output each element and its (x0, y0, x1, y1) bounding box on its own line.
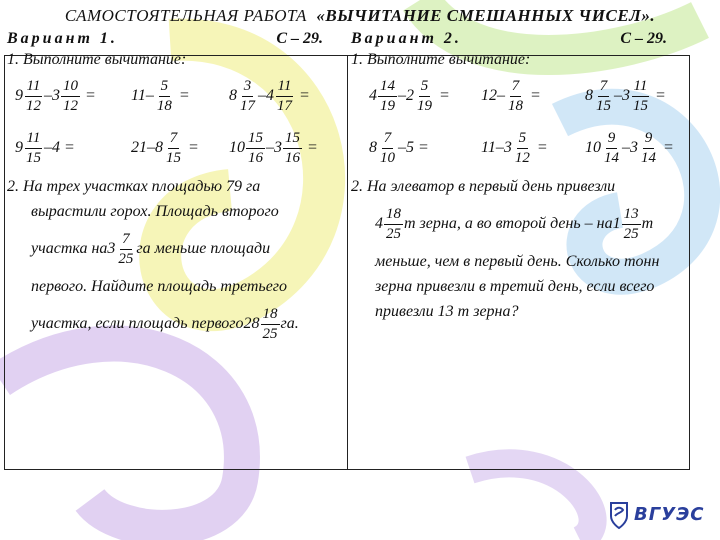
task2-line: привезли 13 т зерна? (375, 302, 519, 320)
fraction: $\frac{5}{18}$ (156, 77, 172, 114)
exercise-expression: 9 $\frac{11}{12}$ – 3 $\frac{10}{12}$ = (15, 77, 96, 114)
variant-2-heading: Вариант 2. (351, 30, 462, 47)
exercise-expression: 21 – 8 $\frac{7}{15}$ = (131, 129, 199, 166)
task2-line: меньше, чем в первый день. Сколько тонн (375, 252, 660, 270)
fraction: $\frac{9}{14}$ (641, 129, 656, 166)
task2-line: первого. Найдите площадь третьего (31, 277, 288, 295)
exercise-expression: 10 $\frac{9}{14}$ – 3 $\frac{9}{14}$ = (585, 129, 674, 166)
fraction: $\frac{15}{16}$ (248, 129, 263, 166)
fraction: $\frac{9}{14}$ (604, 129, 619, 166)
university-logo (608, 500, 705, 530)
exercise-row (7, 122, 341, 174)
task2-line: 4 $\frac{18}{25}$ т зерна, а во второй день – на 1 $\frac{13}{25}$ т (375, 205, 654, 242)
exercise-expression: 10 $\frac{15}{16}$ – 3 $\frac{15}{16}$ = (229, 129, 318, 166)
exercise-expression: 12 – $\frac{7}{18}$ = (481, 77, 541, 114)
fraction: $\frac{3}{17}$ (240, 77, 255, 114)
title-bold: «ВЫЧИТАНИЕ СМЕШАННЫХ ЧИСЕЛ». (316, 6, 656, 25)
fraction: $\frac{13}{25}$ (623, 205, 639, 242)
fraction: $\frac{5}{12}$ (514, 129, 530, 166)
fraction: $\frac{14}{19}$ (380, 77, 395, 114)
task2-line: вырастили горох. Площадь второго (31, 202, 279, 220)
fraction: $\frac{5}{19}$ (417, 77, 432, 114)
variant-2-code: С – 29. (620, 30, 667, 47)
task2-line: 2. На трех участках площадью 79 га (7, 177, 261, 195)
variant-1-code: С – 29. (276, 30, 323, 47)
variant-1-task1-label: 1. Выполните вычитание: (7, 51, 187, 68)
logo-text: ВГУЭС (634, 504, 705, 525)
fraction: $\frac{18}{25}$ (386, 205, 401, 242)
fraction: $\frac{7}{10}$ (380, 129, 395, 166)
variant-1-heading: Вариант 1. (7, 30, 118, 47)
exercise-row (7, 70, 341, 122)
variant-2-column (351, 28, 685, 324)
variant-1-column (7, 28, 341, 349)
fraction: $\frac{7}{15}$ (596, 77, 611, 114)
violet-swirl-right (470, 463, 593, 540)
exercise-expression: 8 $\frac{7}{10}$ – 5 = (369, 129, 429, 166)
fraction: $\frac{11}{15}$ (633, 77, 648, 114)
fraction: $\frac{11}{15}$ (26, 129, 41, 166)
exercise-expression: 8 $\frac{3}{17}$ – 4 $\frac{11}{17}$ = (229, 77, 310, 114)
crest-icon (608, 500, 630, 530)
exercise-expression: 11 – $\frac{5}{18}$ = (131, 77, 190, 114)
title-plain: САМОСТОЯТЕЛЬНАЯ РАБОТА (64, 6, 307, 25)
exercise-expression: 8 $\frac{7}{15}$ – 3 $\frac{11}{15}$ = (585, 77, 666, 114)
exercise-expression: 9 $\frac{11}{15}$ – 4 = (15, 129, 75, 166)
fraction: $\frac{11}{17}$ (277, 77, 292, 114)
fraction: $\frac{10}{12}$ (63, 77, 78, 114)
fraction: $\frac{15}{16}$ (285, 129, 300, 166)
exercise-expression: 4 $\frac{14}{19}$ – 2 $\frac{5}{19}$ = (369, 77, 450, 114)
fraction: $\frac{7}{15}$ (166, 129, 181, 166)
exercise-expression: 11 – 3 $\frac{5}{12}$ = (481, 129, 548, 166)
task2-line: зерна привезли в третий день, если всего (375, 277, 655, 295)
exercise-row (351, 70, 685, 122)
exercise-row (351, 122, 685, 174)
variant-2-task1-label: 1. Выполните вычитание: (351, 51, 531, 68)
fraction: $\frac{7}{25}$ (118, 230, 134, 267)
column-divider (347, 56, 348, 469)
task2-line: участка, если площадь первого 28 $\frac{18}{25}$ га. (31, 305, 299, 342)
fraction: $\frac{7}{18}$ (508, 77, 523, 114)
fraction: $\frac{18}{25}$ (262, 305, 278, 342)
page-title (0, 6, 720, 26)
fraction: $\frac{11}{12}$ (26, 77, 41, 114)
task2-line: 2. На элеватор в первый день привезли (351, 177, 616, 195)
task2-line: участка на 3 $\frac{7}{25}$ га меньше площади (31, 230, 271, 267)
